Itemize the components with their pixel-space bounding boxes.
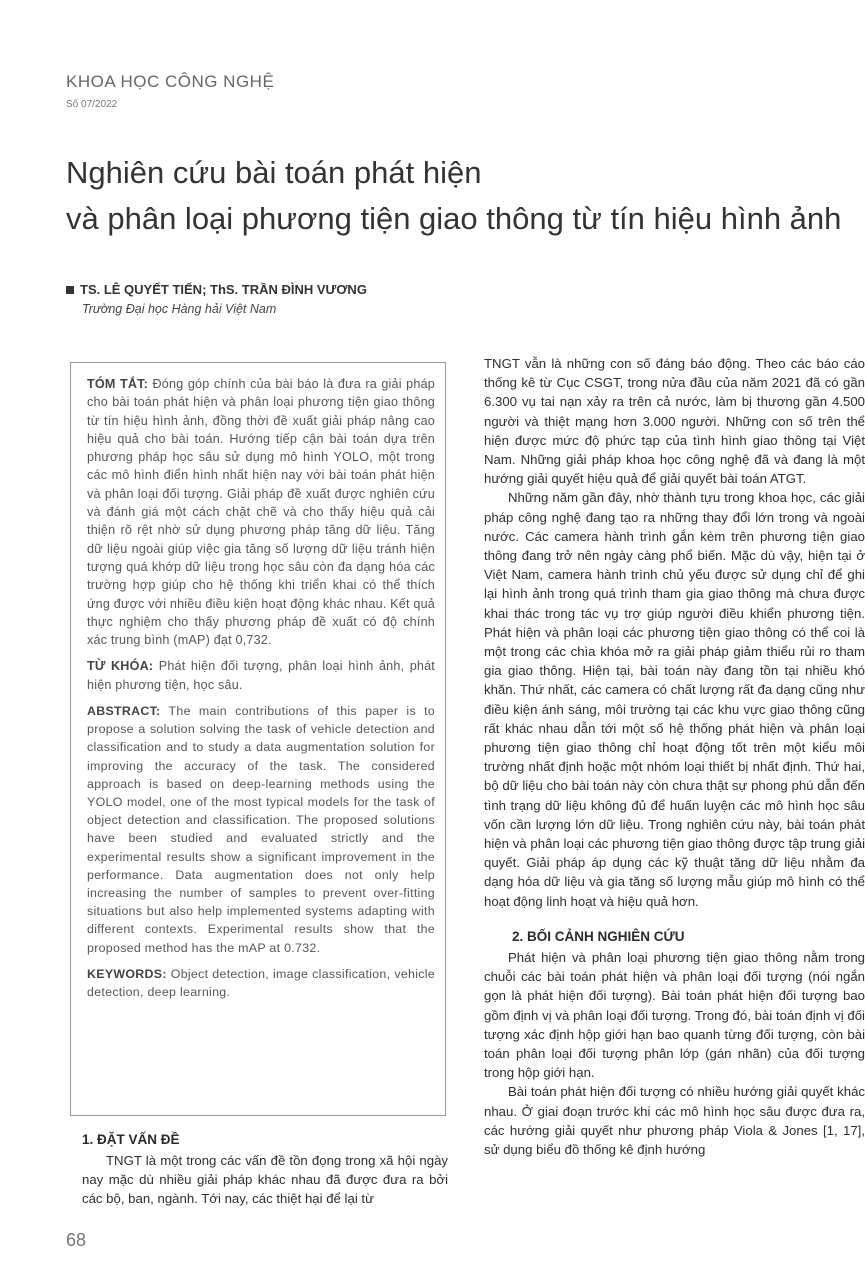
abstract-box: [70, 362, 446, 1116]
tukhoa-label: TỪ KHÓA:: [87, 659, 154, 674]
article-title: [66, 150, 865, 242]
right-column: [484, 354, 865, 1159]
tukhoa-paragraph: [87, 657, 435, 694]
body-paragraph: Bài toán phát hiện đối tượng có nhiều hướng giải quyết khác nhau. Ở giai đoạn trước khi các mô hình học sâu được đưa ra, các hướng giải quyết như phương pháp Viola & Jones [1, 17], sử dụng biểu đồ thống kê định hướng: [484, 1084, 865, 1157]
issue-number: Số 07/2022: [66, 99, 118, 110]
keywords-text: Object detection, image classification, vehicle detection, deep learning.: [87, 966, 435, 1000]
keywords-label: KEYWORDS:: [87, 966, 167, 981]
tukhoa-text: Phát hiện đối tượng, phân loại hình ảnh, phát hiện phương tiện, học sâu.: [87, 659, 436, 692]
title-line-2: và phân loại phương tiện giao thông từ tín hiệu hình ảnh: [66, 201, 842, 236]
abstract-paragraph: [87, 702, 435, 957]
tomtat-text: Đóng góp chính của bài báo là đưa ra giải pháp cho bài toán phát hiện và phân loại phương tiện giao thông từ tín hiệu hình ảnh, đồng thời đề xuất giải pháp nâng cao hiệu quả cho bài toán. Hướng tiếp cận bài toán dựa trên phương pháp học sâu sử dụng mô hình YOLO, một trong các mô hình điển hình nhất hiện nay với bài toán phát hiện và phân loại đối tượng. Giải pháp đề xuất được nghiên cứu và đánh giá một cách chặt chẽ và cho thấy hiệu quả cải thiện rõ rệt nhờ sử dụng phương pháp tăng dữ liệu. Tăng dữ liệu ngoài giúp việc gia tăng số lượng dữ liệu tránh hiện tượng quá khớp dữ liệu trong học sâu còn đa dạng hóa các trường hợp giúp cho hệ thống khi triển khai có thể thích ứng được với nhiều điều kiện hoạt động khác nhau. Kết quả thực nghiệm cho thấy phương pháp đề xuất có độ chính xác trung bình (mAP) đạt 0,732.: [87, 377, 435, 648]
tomtat-paragraph: [87, 375, 435, 649]
abstract-label: ABSTRACT:: [87, 704, 161, 719]
author-line: [66, 282, 367, 297]
abstract-text: The main contributions of this paper is to propose a solution solving the task of vehicle detection and classification and to study a data augmentation solution for improving the accuracy of the task. The considered approach is based on deep-learning methods using the YOLO model, one of the most typical models for the task of object detection and classification. The proposed solutions have been studied and evaluated strictly and the experimental results show a significant improvement in the performance. Data augmentation does not only help increasing the number of samples to prevent over-fitting situations but also help implemented systems adapting with different contexts. Experimental results show that the proposed method has the mAP at 0.732.: [87, 704, 435, 955]
body-paragraph: Phát hiện và phân loại phương tiện giao thông nằm trong chuỗi các bài toán phát hiện và phân loại đối tượng (nói ngắn gọn là phát hiện đối tượng). Bài toán phát hiện đối tượng bao gồm định vị và phân loại đối tượng. Trong đó, bài toán định vị đối tượng xác định hộp giới hạn bao quanh từng đối tượng, còn bài toán phân loại đối tượng phân lớp (gán nhãn) của đối tượng trong hộp giới hạn.: [484, 949, 865, 1081]
journal-section-label: KHOA HỌC CÔNG NGHỆ: [66, 72, 275, 91]
tomtat-label: TÓM TẮT:: [87, 377, 149, 391]
body-paragraph: TNGT là một trong các vấn đề tồn đọng trong xã hội ngày nay mặc dù nhiều giải pháp khác nhau đã được đưa ra bởi các bộ, ban, ngành. Tới nay, các thiệt hại để lại từ: [82, 1153, 448, 1207]
body-paragraph: Những năm gần đây, nhờ thành tựu trong khoa học, các giải pháp công nghệ đang tạo ra những thay đổi lớn trong và ngoài nước. Các camera hành trình gắn kèm trên phương tiện giao thông đang trở nên ngày càng phổ biến. Mặc dù vậy, hiện tại ở Việt Nam, camera hành trình chủ yếu được sử dụng chỉ để ghi lại hình ảnh trong quá trình tham gia giao thông mà chưa được khai thác trong tác vụ trợ giúp người điều khiển phương tiện. Phát hiện và phân loại các phương tiện giao thông có thể coi là một trong các chìa khóa mở ra giải pháp giảm thiểu rủi ro tham gia giao thông. Hiện tại, bài toán này đang tồn tại nhiều khó khăn. Thứ nhất, các camera có chất lượng rất đa dạng cũng như điều kiện ánh sáng, môi trường tại các khu vực giao thông cũng rất khác nhau dẫn tới một số hệ thống phát hiện và phân loại phương tiện giao thông chỉ hoạt động tốt trên một kiểu môi trường nhất định hoặc một nhóm loại thiết bị nhất định. Thứ hai, bộ dữ liệu cho bài toán này còn chưa thật sự phong phú dẫn đến tình trạng dữ liệu không đủ để huấn luyện các mô hình học sâu vốn cần lượng lớn dữ liệu. Trong nghiên cứu này, bài toán phát hiện và phân loại các phương tiện giao thông được tập trung giải quyết. Giải pháp áp dụng các kỹ thuật tăng dữ liệu nhằm đa dạng hóa dữ liệu và gia tăng số lượng mẫu giúp mô hình có thể hoạt động linh hoạt và hiệu quả hơn.: [484, 490, 865, 909]
body-paragraph: TNGT vẫn là những con số đáng báo động. Theo các báo cáo thống kê từ Cục CSGT, trong nửa đầu của năm 2021 đã có gần 6.300 vụ tai nạn xảy ra trên cả nước, làm bị thương gần 4.500 người và thiệt mạng hơn 3.000 người. Những con số trên thể hiện được mức độ phức tạp của tình hình giao thông tại Việt Nam. Những giải pháp khoa học công nghệ đã và đang là một hướng giải quyết hiệu quả để giải quyết bài toán ATGT.: [484, 356, 865, 487]
section-heading-2: 2. BỐI CẢNH NGHIÊN CỨU: [512, 928, 685, 944]
page-number: 68: [66, 1230, 87, 1250]
left-column: [82, 1132, 448, 1209]
keywords-paragraph: [87, 965, 435, 1001]
title-line-1: Nghiên cứu bài toán phát hiện: [66, 155, 482, 190]
authors: TS. LÊ QUYẾT TIẾN; ThS. TRẦN ĐÌNH VƯƠNG: [80, 282, 367, 297]
square-bullet-icon: [66, 286, 74, 294]
section-heading-1: 1. ĐẶT VẤN ĐỀ: [82, 1132, 180, 1147]
affiliation: Trường Đại học Hàng hải Việt Nam: [82, 302, 277, 316]
